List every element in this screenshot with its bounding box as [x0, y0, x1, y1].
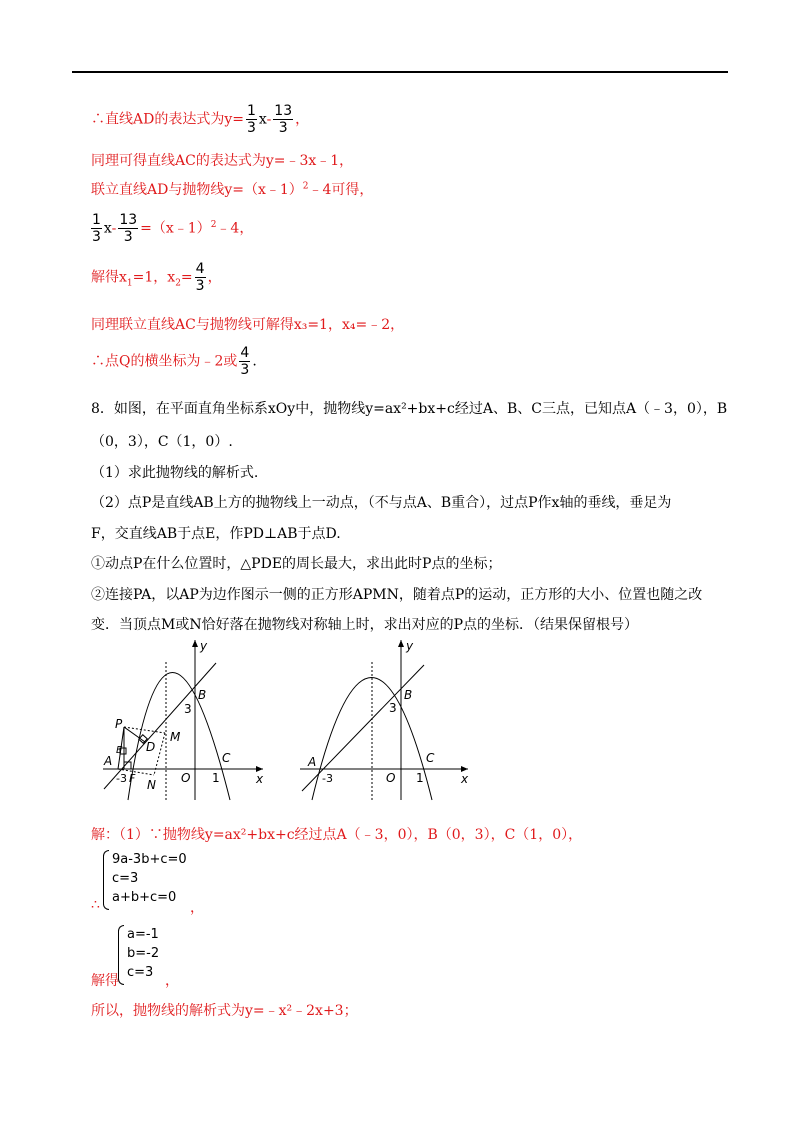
- system-brace-1: [103, 850, 109, 910]
- line-ab: [302, 665, 424, 791]
- label-neg3: -3: [322, 772, 333, 785]
- label-d: D: [146, 740, 156, 754]
- fraction-one-third: $\frac{1}{3}$: [246, 103, 256, 136]
- system-eq-3: a+b+c=0: [112, 890, 177, 905]
- solve-roots: 解得$x_1=1$，$x_2=$ $\frac{4}{3}$ ，: [91, 261, 222, 294]
- label-x: x: [461, 772, 469, 786]
- label-three: 3: [184, 702, 192, 716]
- problem-8-line2: （0，3），C（1，0）.: [91, 434, 233, 450]
- line-ac-expression: 同理可得直线AC的表达式为y=﹣3x﹣1，: [91, 153, 354, 169]
- figure-right-parabola: [297, 632, 471, 804]
- label-a: A: [104, 754, 113, 768]
- label-a: A: [308, 755, 317, 769]
- solution-a: a=-1: [127, 927, 159, 942]
- fraction-four-thirds: $\frac{4}{3}$: [195, 261, 205, 294]
- fraction-13-thirds: $\frac{13}{3}$: [119, 212, 138, 245]
- label-m: M: [170, 730, 181, 744]
- label-c: C: [426, 751, 435, 765]
- system-eq-2: c=3: [112, 871, 139, 886]
- solution-part1: 解：（1）∵抛物线y=ax²+bx+c经过点A（﹣3，0），B（0，3），C（1，0），: [91, 827, 583, 843]
- label-b: B: [404, 688, 413, 702]
- label-c: C: [222, 751, 231, 765]
- equation-system-1: [112, 850, 187, 907]
- line-ad-expression: [91, 103, 309, 136]
- solve-word: 解得: [91, 973, 119, 989]
- label-y: y: [406, 639, 414, 653]
- y-axis-arrow: [192, 640, 198, 647]
- question-2-sub1: ①动点P在什么位置时，△PDE的周长最大，求出此时P点的坐标；: [91, 556, 502, 572]
- system1-comma: ，: [190, 900, 204, 916]
- question-2-line2: F，交直线AB于点E，作PD⊥AB于点D.: [91, 526, 341, 542]
- solution-c: c=3: [127, 965, 154, 980]
- question-2-line1: （2）点P是直线AB上方的抛物线上一动点，（不与点A、B重合），过点P作x轴的垂线，垂足为: [91, 495, 672, 511]
- fraction-four-thirds: $\frac{4}{3}$: [240, 345, 250, 378]
- label-n: N: [147, 778, 156, 792]
- label-p: P: [115, 717, 123, 731]
- label-y: y: [200, 639, 208, 653]
- therefore-symbol: ∴: [91, 897, 100, 913]
- final-answer: 所以，抛物线的解析式为y=﹣x²﹣2x+3；: [91, 1003, 358, 1019]
- comma: ，: [295, 111, 310, 128]
- y-axis-arrow: [398, 640, 404, 647]
- solution-b: b=-2: [127, 946, 160, 961]
- joint-equation-intro: 联立直线AD与抛物线y=（x﹣1）$^2$﹣4可得，: [91, 181, 374, 198]
- figure-left-parabola: [98, 632, 278, 804]
- solve-ac-roots: 同理联立直线AC与抛物线可解得x₃=1，x₄=﹣2，: [91, 317, 405, 333]
- label-e: E: [116, 745, 123, 756]
- label-x: x: [256, 772, 264, 786]
- question-2-sub2-line1: ②连接PA，以AP为边作图示一侧的正方形APMN，随着点P的运动，正方形的大小、位置也随之改: [91, 587, 703, 603]
- x-variable: x: [258, 111, 267, 128]
- label-b: B: [198, 688, 207, 702]
- label-o: O: [181, 771, 191, 785]
- joint-equation: $\frac{1}{3}$ x- $\frac{13}{3}$ =（x﹣1）$^2$﹣4，: [92, 212, 254, 245]
- label-f: F: [129, 772, 136, 785]
- label-three: 3: [389, 701, 397, 715]
- system2-comma: ，: [165, 973, 179, 989]
- label-one: 1: [416, 771, 424, 785]
- question-2-sub2-line2: 变．当顶点M或N恰好落在抛物线对称轴上时，求出对应的P点的坐标．（结果保留根号）: [91, 617, 639, 633]
- answer-q: ∴点Q的横坐标为﹣2或 $\frac{4}{3}$ .: [91, 345, 257, 378]
- label-neg3: -3: [116, 772, 127, 785]
- label-one: 1: [212, 771, 220, 785]
- equation-system-2: [127, 925, 159, 982]
- minus-sign: -: [266, 111, 272, 128]
- fraction-one-third: $\frac{1}{3}$: [92, 212, 101, 245]
- fraction-13-thirds: $\frac{13}{3}$: [274, 103, 293, 136]
- system-eq-1: 9a-3b+c=0: [112, 852, 187, 867]
- header-rule: [72, 71, 728, 73]
- line-ad-prefix: ∴直线AD的表达式为y=: [91, 111, 244, 128]
- question-1: （1）求此抛物线的解析式.: [91, 465, 259, 481]
- label-o: O: [386, 771, 396, 785]
- problem-8-line1: 8．如图，在平面直角坐标系xOy中，抛物线y=ax²+bx+c经过A、B、C三点，已知点A（﹣3，0），B: [91, 401, 728, 417]
